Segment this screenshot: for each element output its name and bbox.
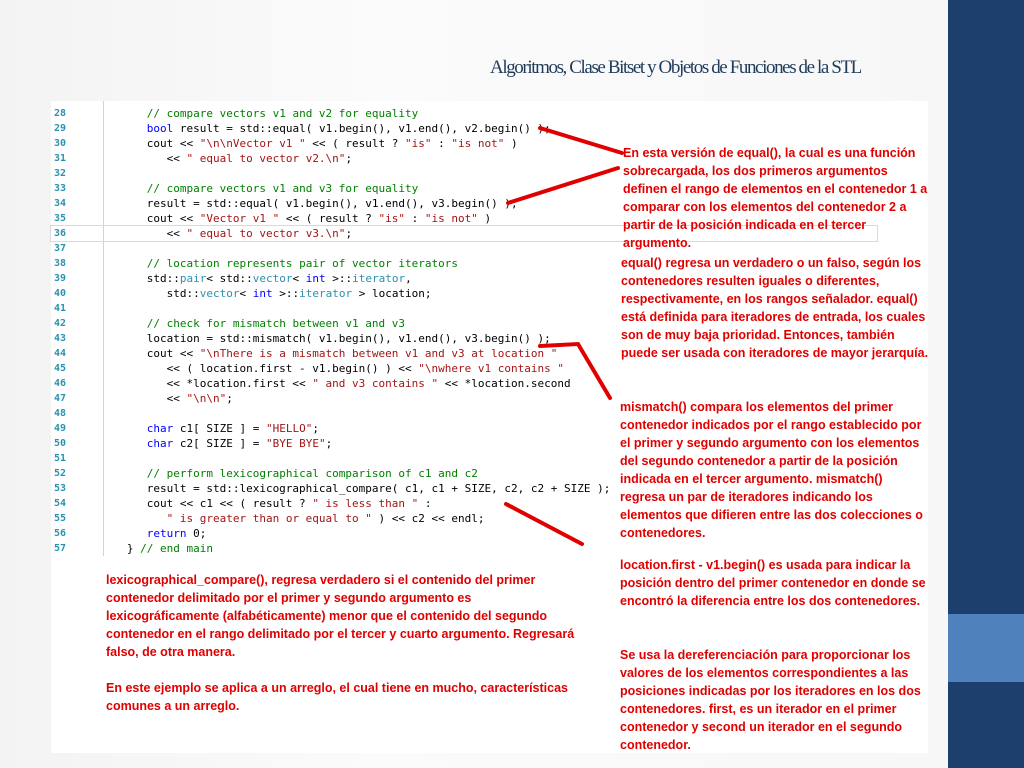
code-text: } // end main (107, 542, 213, 555)
code-text: // compare vectors v1 and v3 for equality (146, 182, 419, 195)
line-number: 51 (54, 453, 67, 464)
mismatch-annotation: mismatch() compara los elementos del primer contenedor indicados por el rango establecido por el primer y segundo argumento con los elementos del segundo contenedor a partir de la posición indicada en el tercer argumento. mismatch() regresa un par de iteradores indicando los elementos que difieren entre las dos colecciones o contenedores. (620, 400, 923, 540)
code-text: cout << c1 << ( result ? " is less than " : (107, 497, 432, 510)
line-number: 37 (54, 243, 67, 254)
code-text: bool result = std::equal( v1.begin(), v1.end(), v2.begin() ); (146, 122, 551, 135)
line-number: 41 (54, 303, 67, 314)
line-number: 57 (54, 543, 67, 554)
code-text: cout << "Vector v1 " << ( result ? "is" : "is not" ) (107, 212, 492, 225)
slide-content (51, 101, 928, 753)
line-number: 56 (54, 528, 67, 539)
code-line (51, 361, 877, 376)
dereference-annotation: Se usa la dereferenciación para proporcionar los valores de los elementos correspondientes a las posiciones indicadas por los iteradores en los dos contenedores. first, es un iterador en el primer contenedor y second un iterador en el segundo contenedor. (620, 648, 921, 752)
line-number: 36 (54, 228, 67, 239)
code-text: " is greater than or equal to " ) << c2 << endl; (166, 512, 485, 525)
code-text: char c1[ SIZE ] = "HELLO"; (146, 422, 319, 435)
line-number: 42 (54, 318, 67, 329)
code-line (51, 376, 877, 391)
accent-bar-highlight (948, 614, 1024, 682)
line-number: 35 (54, 213, 67, 224)
line-number: 55 (54, 513, 67, 524)
code-line (51, 106, 877, 121)
code-line (51, 121, 877, 136)
code-text: cout << "\n\nVector v1 " << ( result ? "is" : "is not" ) (107, 137, 518, 150)
line-number: 30 (54, 138, 67, 149)
line-number: 48 (54, 408, 67, 419)
line-number: 40 (54, 288, 67, 299)
code-text: std::vector< int >::iterator > location; (107, 287, 432, 300)
code-text: result = std::equal( v1.begin(), v1.end(), v3.begin() ); (107, 197, 518, 210)
location-annotation: location.first - v1.begin() es usada para indicar la posición dentro del primer contenedor en donde se encontró la diferencia entre los dos contenedores. (620, 558, 926, 608)
code-line (51, 541, 877, 556)
code-text: return 0; (146, 527, 207, 540)
code-text: // compare vectors v1 and v2 for equality (146, 107, 419, 120)
line-number: 31 (54, 153, 67, 164)
code-text: // perform lexicographical comparison of c1 and c2 (146, 467, 478, 480)
code-text: std::pair< std::vector< int >::iterator, (107, 272, 412, 285)
line-number: 52 (54, 468, 67, 479)
line-number: 43 (54, 333, 67, 344)
code-text: // location represents pair of vector iterators (146, 257, 459, 270)
line-number: 39 (54, 273, 67, 284)
line-number: 28 (54, 108, 67, 119)
line-number: 44 (54, 348, 67, 359)
code-text: << " equal to vector v2.\n"; (107, 152, 353, 165)
line-number: 32 (54, 168, 67, 179)
line-number: 29 (54, 123, 67, 134)
equal-return-annotation: equal() regresa un verdadero o un falso, según los contenedores resulten iguales o diferentes, respectivamente, en los rangos señalador. equal() está definida para iteradores de entrada, los cuales son de muy baja prioridad. Entonces, también puede ser usada con iteradores de mayor jerarquía. (621, 256, 929, 360)
line-number: 34 (54, 198, 67, 209)
example-annotation: En este ejemplo se aplica a un arreglo, el cual tiene en mucho, características comunes a un arreglo. (106, 681, 568, 713)
code-text: char c2[ SIZE ] = "BYE BYE"; (146, 437, 333, 450)
code-text: result = std::lexicographical_compare( c1, c1 + SIZE, c2, c2 + SIZE ); (107, 482, 611, 495)
equal-annotation: En esta versión de equal(), la cual es una función sobrecargada, los dos primeros argumentos definen el rango de elementos en el contenedor 1 a comparar con los elementos del contenedor 2 a partir de la posición indicada en el tercer argumento. (623, 146, 928, 250)
code-text: << " equal to vector v3.\n"; (107, 227, 353, 240)
code-text: location = std::mismatch( v1.begin(), v1.end(), v3.begin() ); (107, 332, 551, 345)
lexicographical-compare-annotation: lexicographical_compare(), regresa verdadero si el contenido del primer contenedor delimitado por el primer y segundo argumento es lexicográficamente (alfabéticamente) menor que el contenido del segundo contenedor en el rango delimitado por el tercer y cuarto argumento. Regresará falso, de otra manera. (106, 573, 575, 659)
line-number: 47 (54, 393, 67, 404)
code-text: << ( location.first - v1.begin() ) << "\nwhere v1 contains " (107, 362, 564, 375)
code-text: << "\n\n"; (107, 392, 233, 405)
line-number: 38 (54, 258, 67, 269)
line-number: 33 (54, 183, 67, 194)
code-text: << *location.first << " and v3 contains " << *location.second (107, 377, 571, 390)
line-number: 54 (54, 498, 67, 509)
slide-title: Algoritmos, Clase Bitset y Objetos de Funciones de la STL (490, 57, 861, 78)
line-number: 50 (54, 438, 67, 449)
code-text: // check for mismatch between v1 and v3 (146, 317, 406, 330)
code-text: cout << "\nThere is a mismatch between v1 and v3 at location " (107, 347, 558, 360)
line-number: 46 (54, 378, 67, 389)
line-number: 49 (54, 423, 67, 434)
line-number: 53 (54, 483, 67, 494)
line-number: 45 (54, 363, 67, 374)
